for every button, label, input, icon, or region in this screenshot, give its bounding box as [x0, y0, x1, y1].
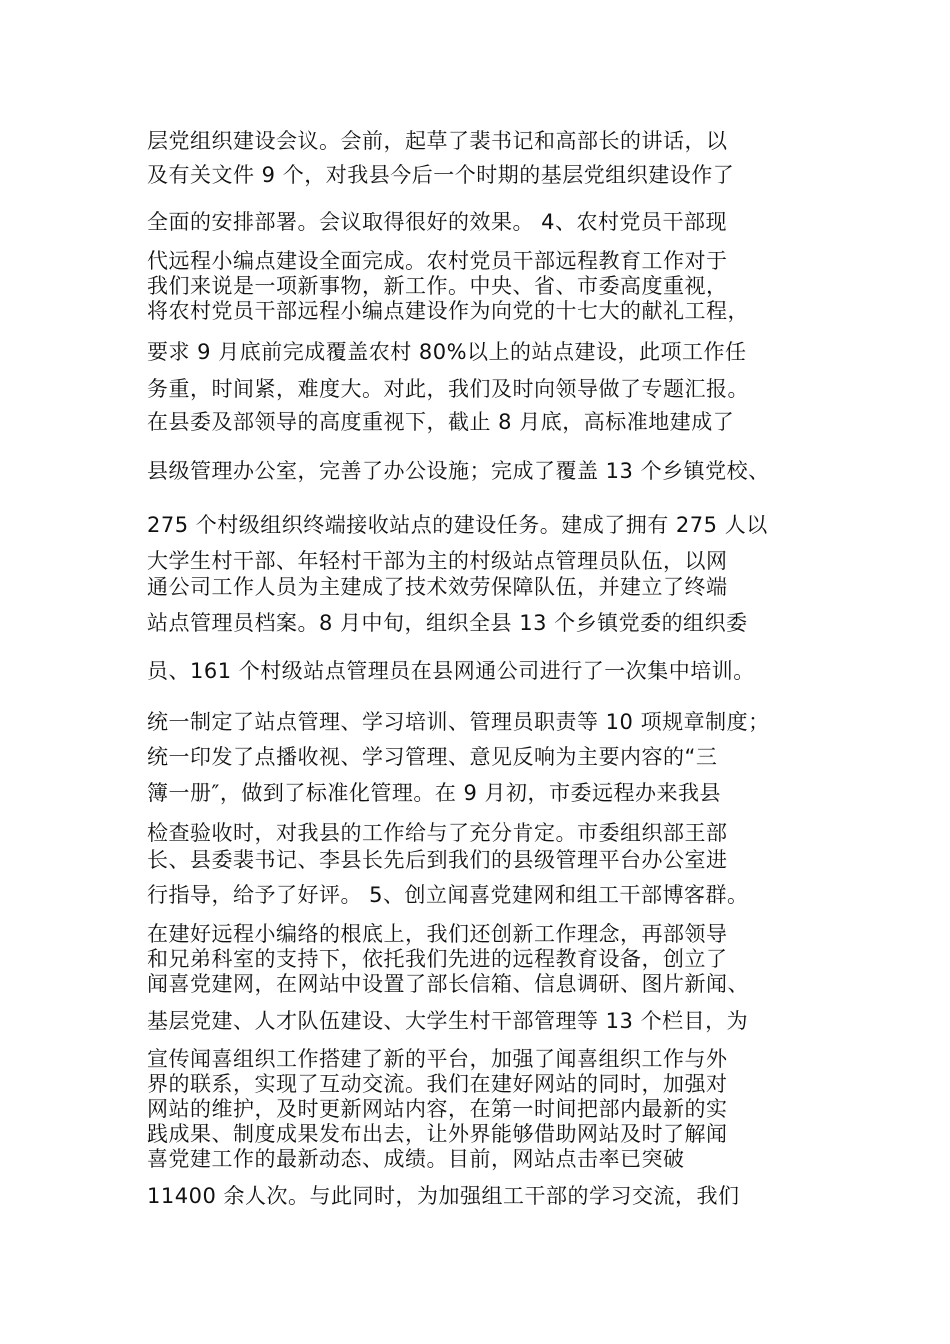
- text-line: 将农村党员干部远程小编点建设作为向党的十七大的献礼工程，: [147, 299, 749, 323]
- text-line: 275 个村级组织终端接收站点的建设任务。建成了拥有 275 人以: [147, 513, 768, 537]
- text-line: 在县委及部领导的高度重视下，截止 8 月底，高标准地建成了: [147, 410, 735, 434]
- text-line: 及有关文件 9 个，对我县今后一个时期的基层党组织建设作了: [147, 163, 735, 187]
- text-line: 闻喜党建网，在网站中设置了部长信箱、信息调研、图片新闻、: [147, 972, 749, 996]
- text-line: 界的联系，实现了互动交流。我们在建好网站的同时，加强对: [147, 1072, 728, 1096]
- text-line: 行指导，给予了好评。 5、创立闻喜党建网和组工干部博客群。: [147, 883, 749, 907]
- text-line: 全面的安排部署。会议取得很好的效果。 4、农村党员干部现: [147, 210, 728, 234]
- text-line: 层党组织建设会议。会前，起草了裴书记和高部长的讲话，以: [147, 129, 728, 153]
- text-line: 站点管理员档案。8 月中旬，组织全县 13 个乡镇党委的组织委: [147, 611, 748, 635]
- text-line: 网站的维护，及时更新网站内容，在第一时间把部内最新的实: [147, 1097, 728, 1121]
- text-line: 在建好远程小编络的根底上，我们还创新工作理念，再部领导: [147, 922, 728, 946]
- text-line: 喜党建工作的最新动态、成绩。目前，网站点击率已突破: [147, 1147, 685, 1171]
- text-line: 长、县委裴书记、李县长先后到我们的县级管理平台办公室进: [147, 848, 728, 872]
- text-line: 基层党建、人才队伍建设、大学生村干部管理等 13 个栏目，为: [147, 1009, 749, 1033]
- text-line: 统一印发了点播收视、学习管理、意见反响为主要内容的“三: [147, 745, 718, 769]
- text-line: 我们来说是一项新事物，新工作。中央、省、市委高度重视，: [147, 274, 728, 298]
- text-line: 通公司工作人员为主建成了技术效劳保障队伍，并建立了终端: [147, 575, 728, 599]
- text-line: 践成果、制度成果发布出去，让外界能够借助网站及时了解闻: [147, 1122, 728, 1146]
- text-line: 要求 9 月底前完成覆盖农村 80%以上的站点建设，此项工作任: [147, 340, 747, 364]
- text-line: 员、161 个村级站点管理员在县网通公司进行了一次集中培训。: [147, 659, 755, 683]
- text-line: 县级管理办公室，完善了办公设施；完成了覆盖 13 个乡镇党校、: [147, 459, 770, 483]
- text-line: 代远程小编点建设全面完成。农村党员干部远程教育工作对于: [147, 249, 728, 273]
- text-line: 大学生村干部、年轻村干部为主的村级站点管理员队伍，以网: [147, 549, 728, 573]
- text-line: 11400 余人次。与此同时，为加强组工干部的学习交流，我们: [147, 1184, 740, 1208]
- text-line: 和兄弟科室的支持下，依托我们先进的远程教育设备，创立了: [147, 947, 728, 971]
- text-line: 宣传闻喜组织工作搭建了新的平台，加强了闻喜组织工作与外: [147, 1047, 728, 1071]
- text-line: 检查验收时，对我县的工作给与了充分肯定。市委组织部王部: [147, 821, 728, 845]
- text-line: 务重，时间紧，难度大。对此，我们及时向领导做了专题汇报。: [147, 377, 749, 401]
- text-line: 统一制定了站点管理、学习培训、管理员职责等 10 项规章制度；: [147, 710, 770, 734]
- text-line: 簿一册″，做到了标准化管理。在 9 月初，市委远程办来我县: [147, 781, 722, 805]
